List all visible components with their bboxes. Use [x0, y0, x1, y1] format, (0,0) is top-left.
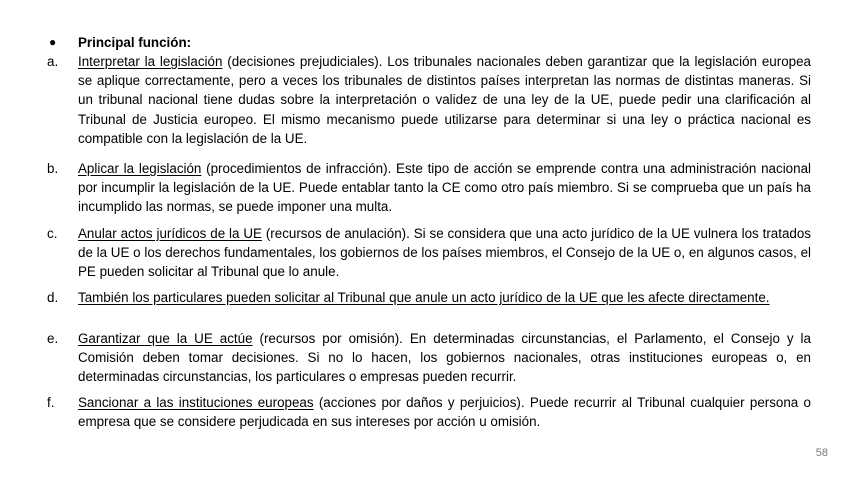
list-item-text [78, 224, 811, 282]
item-description: (procedimientos de infracción). Este tipo de acción se emprende contra una administración nacional por incumplir la legislación de la UE. Puede entablar tanto la CE como otro país miembro. Si se comprueba que un país ha incumplido las normas, se puede imponer una multa. [78, 161, 811, 215]
list-item-text [78, 159, 811, 217]
item-underlined-title: También los particulares pueden solicitar al Tribunal que anule un acto jurídico de la UE que les afecte directamente. [78, 290, 770, 305]
list-item-text [78, 288, 811, 307]
list-item-f [40, 393, 811, 431]
list-item-a [40, 52, 811, 148]
item-underlined-title: Garantizar que la UE actúe [78, 331, 253, 346]
list-item-e [40, 329, 811, 387]
item-description: (recursos de anulación). Si se considera que una acto jurídico de la UE vulnera los tratados de la UE o los derechos fundamentales, los gobiernos de los países miembros, el Consejo de la UE o, en algunos casos, el PE pueden solicitar al Tribunal que lo anule. [78, 226, 811, 280]
list-marker: d. [47, 290, 59, 305]
item-underlined-title: Aplicar la legislación [78, 161, 202, 176]
item-underlined-title: Anular actos jurídicos de la UE [78, 226, 262, 241]
list-marker: f. [47, 395, 55, 410]
list-item-text [78, 393, 811, 431]
bullet-marker: ● [49, 35, 57, 49]
list-marker: e. [47, 331, 59, 346]
page-number: 58 [815, 447, 828, 459]
item-description: (decisiones prejudiciales). Los tribunales nacionales deben garantizar que la legislación europea se aplique correctamente, pero a veces los tribunales de distintos países interpretan las normas de distintas maneras. Si un tribunal nacional tiene dudas sobre la interpretación o validez de una ley de la UE, puede pedir una clarificación al Tribunal de Justicia europeo. El mismo mecanismo puede utilizarse para determinar si una ley o práctica nacional es compatible con la legislación de la UE. [78, 54, 811, 146]
list-item-text [78, 52, 811, 148]
item-underlined-title: Sancionar a las instituciones europeas [78, 395, 314, 410]
item-description: (acciones por daños y perjuicios). Puede recurrir al Tribunal cualquier persona o empresa que se considere perjudicada en sus intereses por acción u omisión. [78, 395, 811, 430]
list-marker: c. [47, 226, 58, 241]
list-item-b [40, 159, 811, 217]
list-item-d [40, 288, 811, 307]
heading-row [40, 33, 811, 52]
list-item-text [78, 329, 811, 387]
item-underlined-title: Interpretar la legislación [78, 54, 223, 69]
section-heading: Principal función: [78, 35, 192, 50]
list-marker: a. [47, 54, 59, 69]
list-item-c [40, 224, 811, 282]
item-description: (recursos por omisión). En determinadas circunstancias, el Parlamento, el Consejo y la Comisión deben tomar decisiones. Si no lo hacen, los gobiernos nacionales, otras instituciones europeas o, en determinadas circunstancias, los particulares o empresas pueden recurrir. [78, 331, 811, 385]
list-marker: b. [47, 161, 59, 176]
